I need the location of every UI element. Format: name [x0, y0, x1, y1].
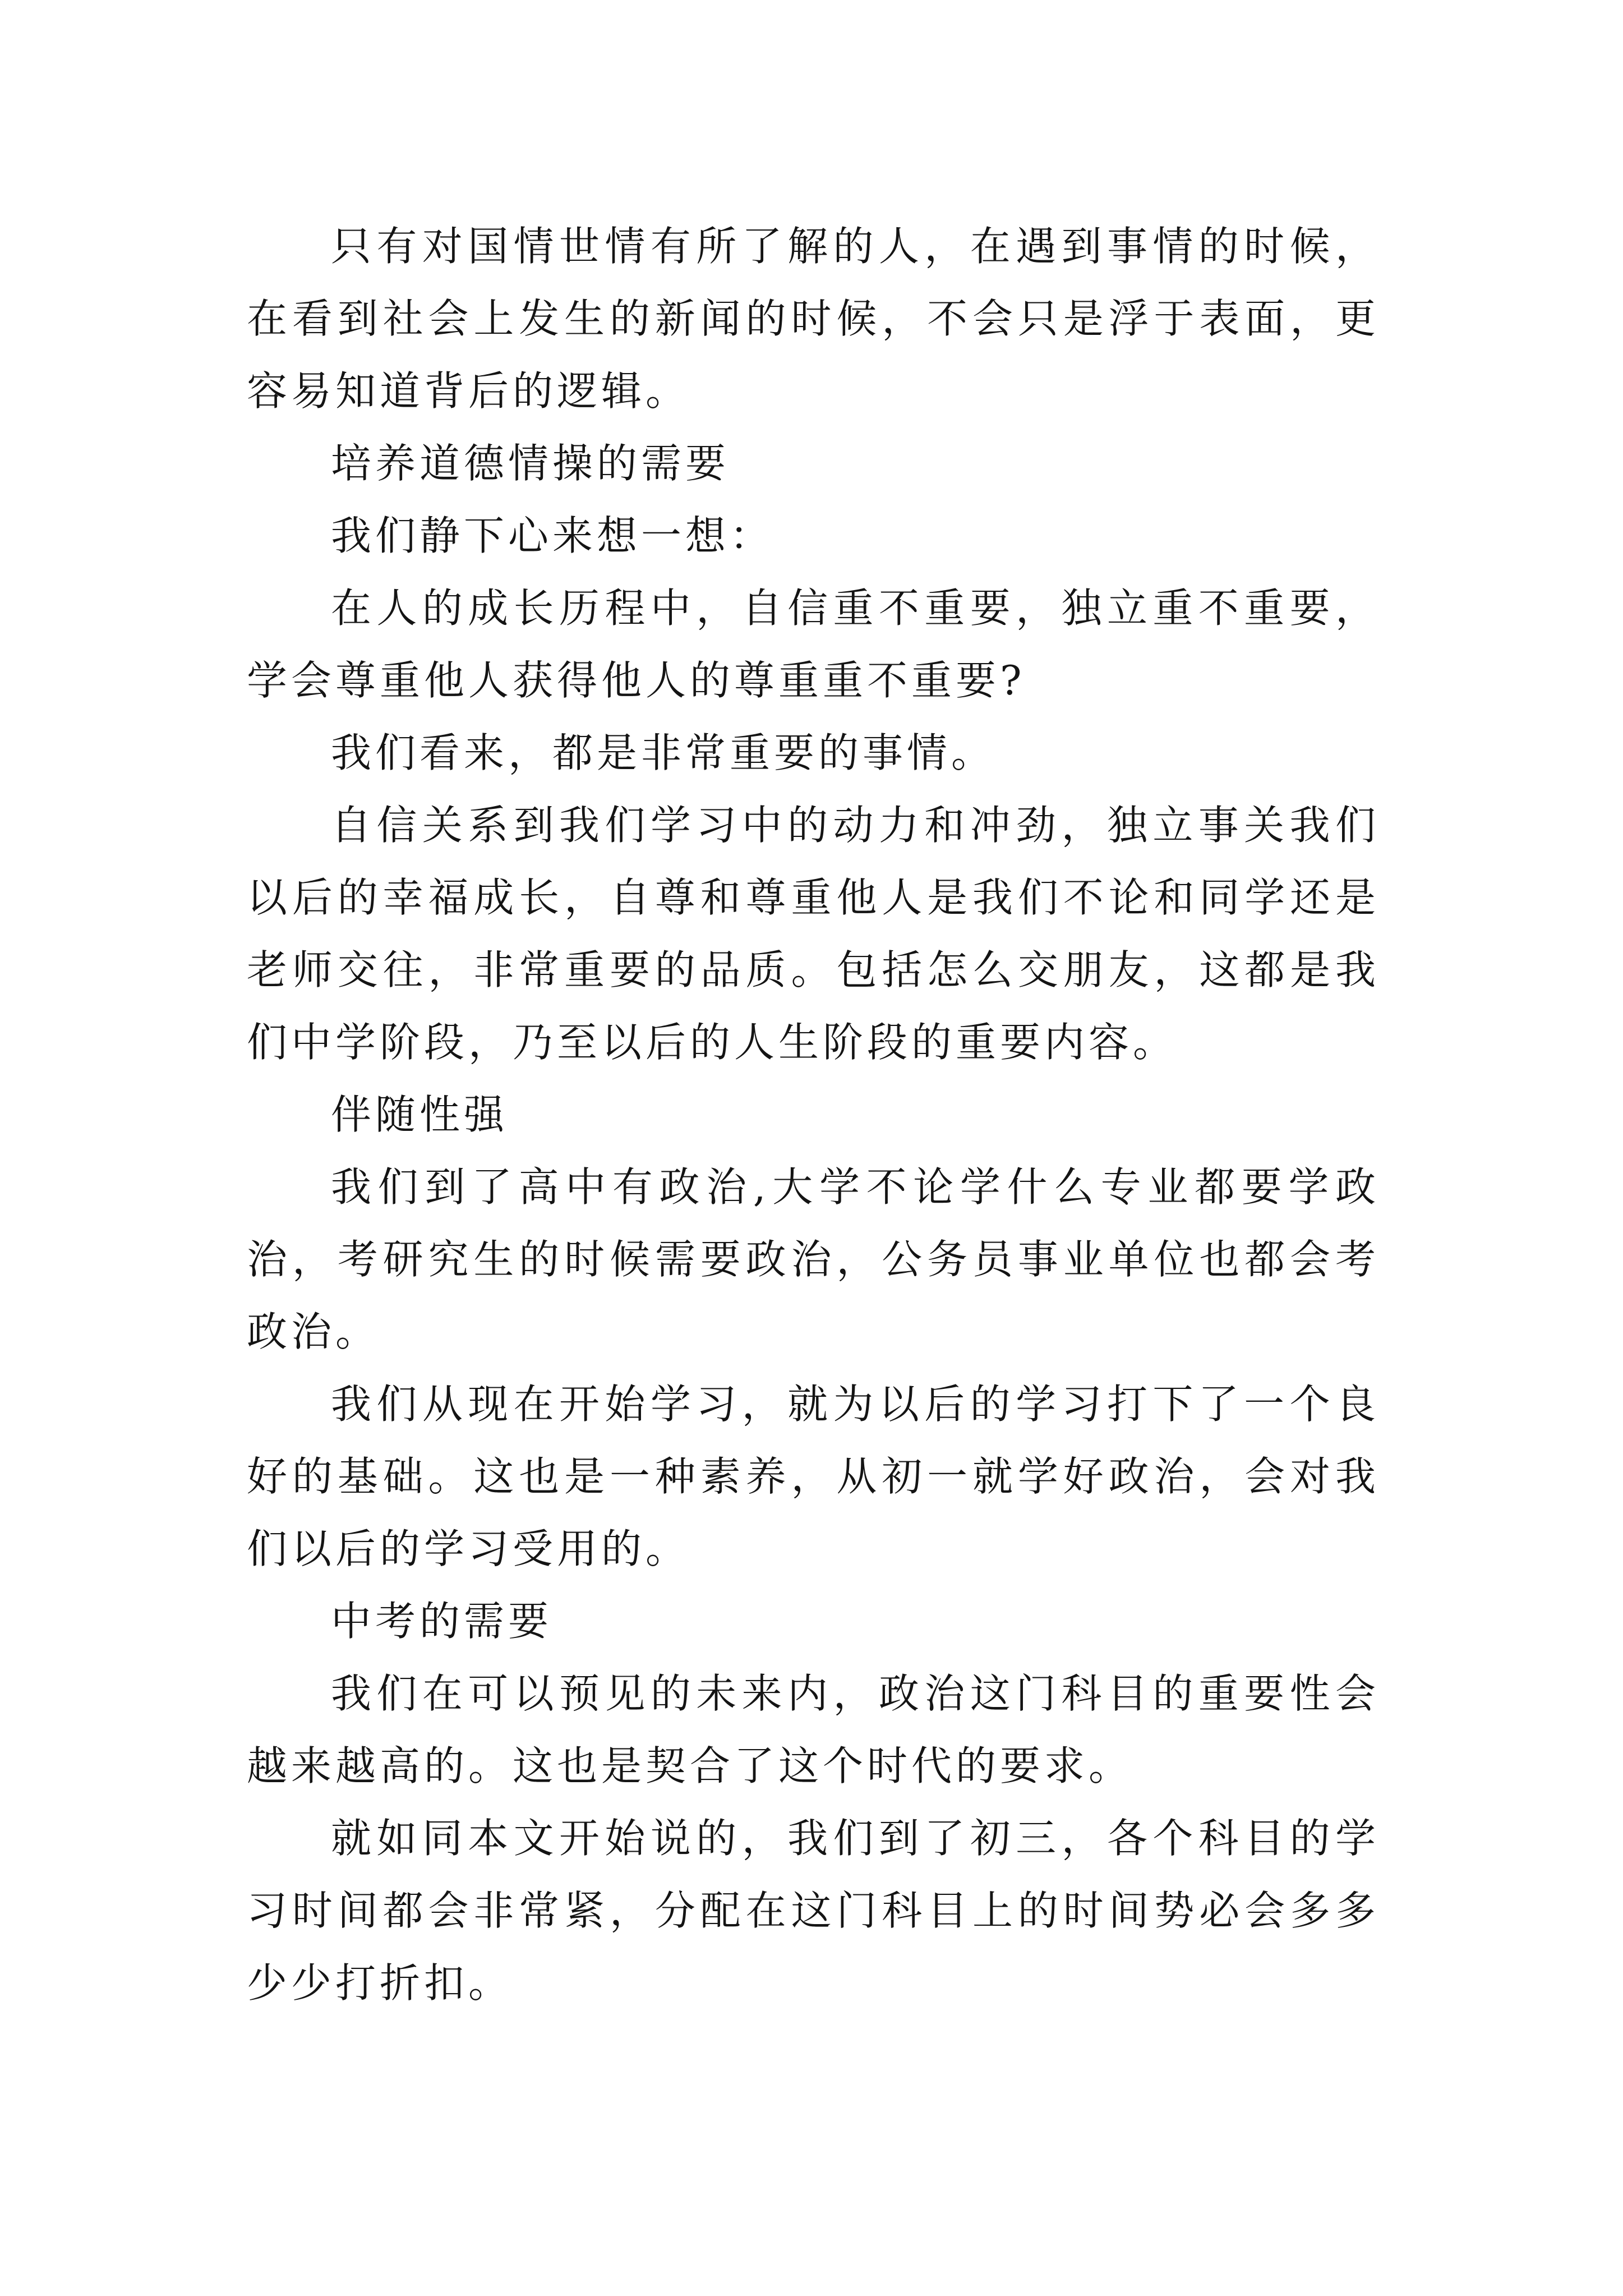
paragraph: 我们在可以预见的未来内，政治这门科目的重要性会越来越高的。这也是契合了这个时代的要求。	[247, 1670, 1380, 1789]
paragraph: 我们静下心来想一想：	[331, 512, 774, 559]
document-body	[247, 210, 1380, 2019]
paragraph: 我们看来，都是非常重要的事情。	[331, 729, 996, 776]
paragraph: 自信关系到我们学习中的动力和冲劲，独立事关我们以后的幸福成长，自尊和尊重他人是我们不论和同学还是老师交往，非常重要的品质。包括怎么交朋友，这都是我们中学阶段，乃至以后的人生阶段的重要内容。	[247, 802, 1380, 1066]
section-heading: 伴随性强	[331, 1091, 509, 1138]
section-heading: 中考的需要	[331, 1598, 553, 1645]
paragraph: 我们到了高中有政治,大学不论学什么专业都要学政治，考研究生的时候需要政治，公务员事业单位也都会考政治。	[247, 1163, 1380, 1355]
section-heading: 培养道德情操的需要	[331, 440, 730, 487]
paragraph: 只有对国情世情有所了解的人，在遇到事情的时候，在看到社会上发生的新闻的时候，不会只是浮于表面，更容易知道背后的逻辑。	[247, 223, 1380, 415]
paragraph: 就如同本文开始说的，我们到了初三，各个科目的学习时间都会非常紧，分配在这门科目上的时间势必会多多少少打折扣。	[247, 1815, 1380, 2007]
paragraph: 在人的成长历程中，自信重不重要，独立重不重要，学会尊重他人获得他人的尊重重不重要?	[247, 585, 1380, 704]
paragraph: 我们从现在开始学习，就为以后的学习打下了一个良好的基础。这也是一种素养，从初一就学好政治，会对我们以后的学习受用的。	[247, 1381, 1380, 1572]
